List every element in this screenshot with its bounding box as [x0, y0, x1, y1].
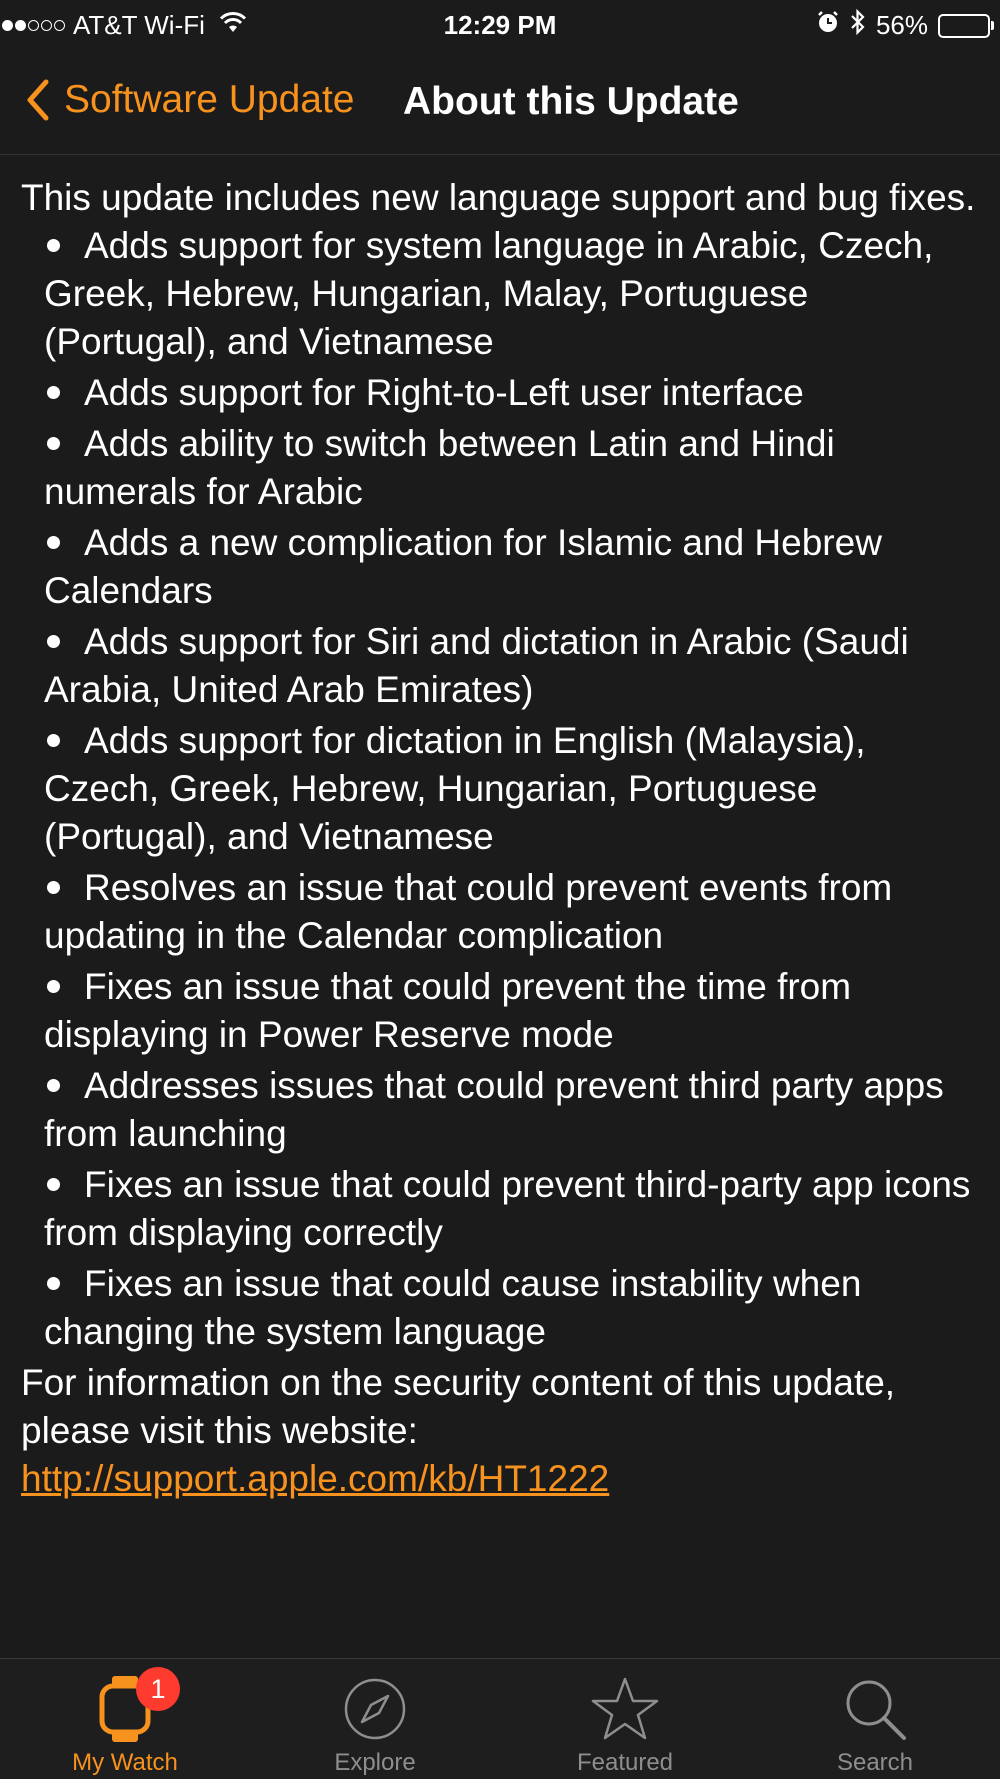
list-item: [44, 1161, 981, 1257]
status-time: 12:29 PM: [443, 10, 557, 40]
bullet-icon: [47, 536, 60, 549]
tab-explore[interactable]: [250, 1659, 500, 1779]
tab-featured[interactable]: [500, 1659, 750, 1779]
tab-label: Explore: [334, 1749, 416, 1776]
list-item-text: Fixes an issue that could cause instability when changing the system language: [44, 1263, 862, 1352]
list-item-text: Adds support for system language in Arabic, Czech, Greek, Hebrew, Hungarian, Malay, Portuguese (Portugal), and Vietnamese: [44, 225, 934, 362]
battery-icon: [938, 14, 994, 38]
list-item-text: Adds support for Right-to-Left user interface: [84, 372, 804, 413]
tab-label: My Watch: [72, 1749, 178, 1776]
watch-icon: [90, 1673, 166, 1745]
tab-search[interactable]: [750, 1659, 1000, 1779]
alarm-icon: [816, 10, 840, 41]
back-button[interactable]: [26, 78, 355, 122]
list-item-text: Addresses issues that could prevent third party apps from launching: [44, 1065, 944, 1154]
security-info: For information on the security content of this update, please visit this website:: [21, 1362, 896, 1451]
list-item: [44, 618, 981, 714]
tab-label: Featured: [576, 1749, 674, 1776]
list-item: [44, 864, 981, 960]
compass-icon: [342, 1673, 408, 1745]
bluetooth-icon: [850, 9, 866, 42]
status-bar: [0, 0, 1000, 50]
list-item-text: Fixes an issue that could prevent third-party app icons from displaying correctly: [44, 1164, 971, 1253]
bullet-icon: [47, 239, 60, 252]
bullet-icon: [47, 980, 60, 993]
security-link[interactable]: http://support.apple.com/kb/HT1222: [21, 1458, 610, 1499]
search-icon: [842, 1673, 908, 1745]
battery-percent: 56%: [875, 10, 928, 40]
tab-my-watch[interactable]: [0, 1659, 250, 1779]
tab-label: Search: [836, 1749, 914, 1776]
bullet-icon: [47, 734, 60, 747]
list-item-text: Adds a new complication for Islamic and Hebrew Calendars: [44, 522, 882, 611]
list-item-text: Adds ability to switch between Latin and Hindi numerals for Arabic: [44, 423, 835, 512]
list-item: [44, 717, 981, 861]
bullet-icon: [47, 1079, 60, 1092]
star-icon: [590, 1673, 660, 1745]
list-item: [44, 369, 981, 417]
update-notes: [21, 174, 981, 1503]
bullet-icon: [47, 437, 60, 450]
list-item-text: Adds support for dictation in English (Malaysia), Czech, Greek, Hebrew, Hungarian, Portuguese (Portugal), and Vietnamese: [44, 720, 866, 857]
chevron-left-icon: [26, 79, 50, 121]
navigation-bar: [0, 50, 1000, 155]
list-item: [44, 420, 981, 516]
list-item: [44, 222, 981, 366]
list-item-text: Fixes an issue that could prevent the time from displaying in Power Reserve mode: [44, 966, 852, 1055]
bullet-icon: [47, 635, 60, 648]
back-button-label: Software Update: [64, 78, 355, 121]
bullet-icon: [47, 1178, 60, 1191]
list-item-text: Resolves an issue that could prevent events from updating in the Calendar complication: [44, 867, 893, 956]
feature-list: [21, 222, 981, 1356]
bullet-icon: [47, 386, 60, 399]
tab-bar: [0, 1658, 1000, 1779]
page-title: About this Update: [403, 80, 739, 123]
list-item: [44, 1062, 981, 1158]
list-item-text: Adds support for Siri and dictation in Arabic (Saudi Arabia, United Arab Emirates): [44, 621, 909, 710]
list-item: [44, 1260, 981, 1356]
security-text: [21, 1359, 981, 1503]
list-item: [44, 963, 981, 1059]
bullet-icon: [47, 1277, 60, 1290]
notification-badge: 1: [136, 1667, 180, 1711]
carrier-label: AT&T Wi-Fi: [73, 10, 205, 40]
intro-text: This update includes new language support and bug fixes.: [21, 177, 976, 218]
status-right: [816, 9, 994, 42]
list-item: [44, 519, 981, 615]
bullet-icon: [47, 881, 60, 894]
